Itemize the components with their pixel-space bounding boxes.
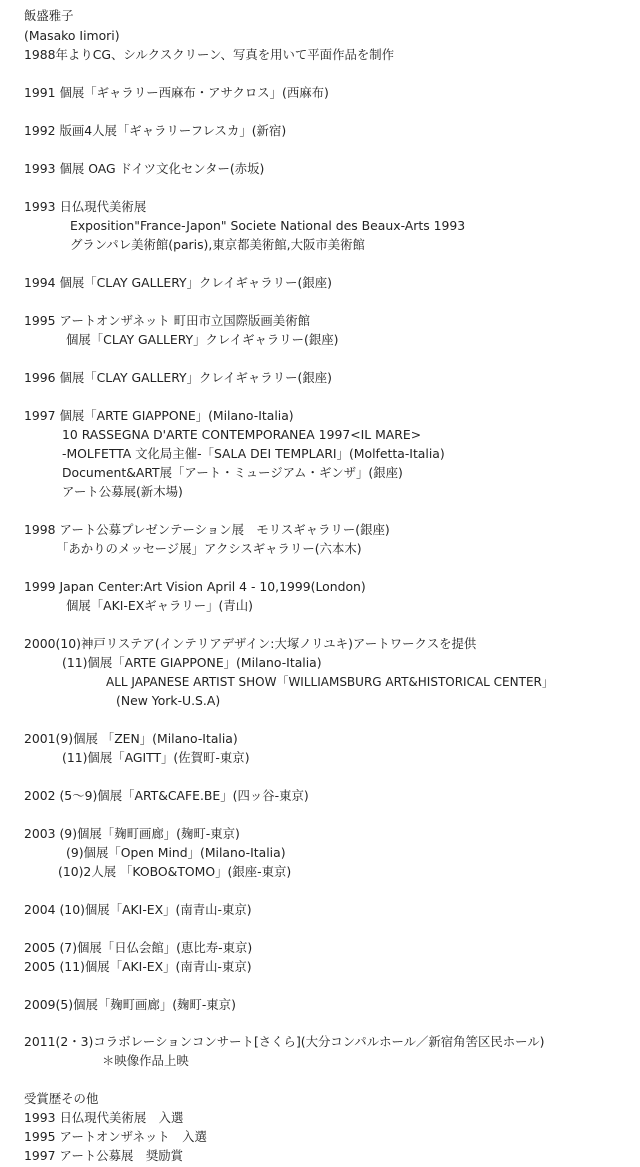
history-entry-2011: 2011(2・3)コラボレーションコンサート[さくら](大分コンパルホール／新宿角筈区民ホール) xyxy=(24,1034,545,1049)
history-entry-2009: 2009(5)個展「麹町画廊」(麹町-東京) xyxy=(24,997,236,1012)
history-entry-1991: 1991 個展「ギャラリー西麻布・アサクロス」(西麻布) xyxy=(24,85,329,100)
award-entry-1995: 1995 アートオンザネット 入選 xyxy=(24,1129,207,1144)
history-entry-2002: 2002 (5～9)個展「ART&CAFE.BE」(四ッ谷-東京) xyxy=(24,788,309,803)
history-detail-line: -MOLFETTA 文化局主催-「SALA DEI TEMPLARI」(Molfetta-Italia) xyxy=(62,446,445,461)
history-detail-line: 「あかりのメッセージ展」アクシスギャラリー(六本木) xyxy=(56,541,362,556)
history-detail-line: グランパレ美術館(paris),東京都美術館,大阪市美術館 xyxy=(70,237,365,252)
history-detail-line: (10)2人展 「KOBO&TOMO」(銀座-東京) xyxy=(58,864,292,879)
artist-name: 飯盛雅子 xyxy=(24,8,74,23)
history-entry-1996: 1996 個展「CLAY GALLERY」クレイギャラリー(銀座) xyxy=(24,370,332,385)
artist-romaji-name: (Masako Iimori) xyxy=(24,28,120,43)
history-detail-line: アート公募展(新木場) xyxy=(62,484,183,499)
history-entry-2001: 2001(9)個展 「ZEN」(Milano-Italia) xyxy=(24,731,238,746)
history-entry-1993-exhibition: 1993 日仏現代美術展 xyxy=(24,199,147,214)
history-detail-line: 個展「CLAY GALLERY」クレイギャラリー(銀座) xyxy=(66,332,339,347)
history-entry-2000: 2000(10)神戸リステア(インテリアデザイン:大塚ノリユキ)アートワークスを提供 xyxy=(24,636,477,651)
history-detail-line: Document&ART展「アート・ミュージアム・ギンザ」(銀座) xyxy=(62,465,403,480)
history-entry-2003: 2003 (9)個展「麹町画廊」(麹町-東京) xyxy=(24,826,240,841)
history-entry-1993-oag: 1993 個展 OAG ドイツ文化センター(赤坂) xyxy=(24,161,265,176)
history-entry-2005-november: 2005 (11)個展「AKI-EX」(南青山-東京) xyxy=(24,959,252,974)
history-entry-1992: 1992 版画4人展「ギャラリーフレスカ」(新宿) xyxy=(24,123,287,138)
history-detail-line: (11)個展「ARTE GIAPPONE」(Milano-Italia) xyxy=(62,655,322,670)
history-entry-1995: 1995 アートオンザネット 町田市立国際版画美術館 xyxy=(24,313,310,328)
history-detail-line: Exposition"France-Japon" Societe National des Beaux-Arts 1993 xyxy=(70,218,466,233)
awards-heading: 受賞歴その他 xyxy=(24,1091,99,1106)
award-entry-1993: 1993 日仏現代美術展 入選 xyxy=(24,1110,184,1125)
history-detail-line: (New York-U.S.A) xyxy=(116,693,221,708)
history-detail-line: 10 RASSEGNA D'ARTE CONTEMPORANEA 1997<IL MARE> xyxy=(62,427,422,442)
history-entry-2004: 2004 (10)個展「AKI-EX」(南青山-東京) xyxy=(24,902,252,917)
intro-text: 1988年よりCG、シルクスクリーン、写真を用いて平面作品を制作 xyxy=(24,47,395,62)
award-entry-1997: 1997 アート公募展 奨励賞 xyxy=(24,1148,184,1163)
history-detail-line: (9)個展「Open Mind」(Milano-Italia) xyxy=(66,845,286,860)
history-entry-1999: 1999 Japan Center:Art Vision April 4 - 10,1999(London) xyxy=(24,579,366,594)
history-entry-2005-july: 2005 (7)個展「日仏会館」(恵比寿-東京) xyxy=(24,940,253,955)
history-entry-1994: 1994 個展「CLAY GALLERY」クレイギャラリー(銀座) xyxy=(24,275,332,290)
history-entry-1998: 1998 アート公募プレゼンテーション展 モリスギャラリー(銀座) xyxy=(24,522,390,537)
history-detail-line: 個展「AKI-EXギャラリー」(青山) xyxy=(66,598,254,613)
history-entry-1997: 1997 個展「ARTE GIAPPONE」(Milano-Italia) xyxy=(24,408,294,423)
history-detail-line: ＊映像作品上映 xyxy=(102,1053,189,1068)
history-detail-line: ALL JAPANESE ARTIST SHOW「WILLIAMSBURG ART&HISTORICAL CENTER」 xyxy=(106,675,554,689)
history-detail-line: (11)個展「AGITT」(佐賀町-東京) xyxy=(62,750,250,765)
